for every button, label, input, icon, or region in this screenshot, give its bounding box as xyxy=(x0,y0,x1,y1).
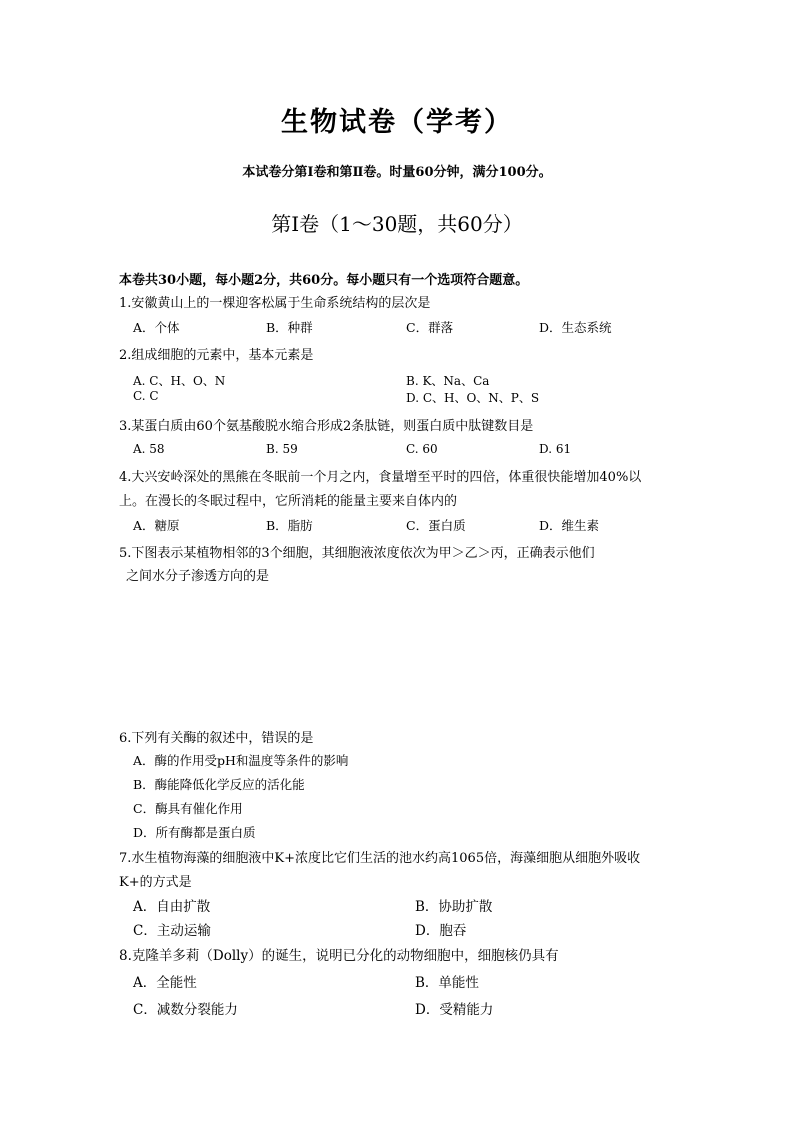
section-heading: 第Ⅰ卷（1～30题，共60分） xyxy=(271,212,523,236)
q3-option-b: B. 59 xyxy=(266,442,298,456)
question-5-stem-line-1: 5.下图表示某植物相邻的3个细胞，其细胞液浓度依次为甲＞乙＞丙，正确表示他们 xyxy=(119,546,595,561)
q7-option-d: D．胞吞 xyxy=(415,923,467,939)
q8-option-c: C．减数分裂能力 xyxy=(133,1002,238,1018)
question-2-stem: 2.组成细胞的元素中，基本元素是 xyxy=(119,348,314,363)
exam-note: 本试卷分第Ⅰ卷和第Ⅱ卷。时量60分钟，满分100分。 xyxy=(242,165,552,180)
q1-option-c: C．群落 xyxy=(406,320,454,335)
question-7-stem-line-2: K+的方式是 xyxy=(119,875,192,890)
q1-option-d: D．生态系统 xyxy=(539,320,612,335)
question-8-stem: 8.克隆羊多莉（Dolly）的诞生，说明已分化的动物细胞中，细胞核仍具有 xyxy=(119,948,559,964)
q6-option-c: C．酶具有催化作用 xyxy=(133,801,243,816)
q2-option-a: A. C、H、O、N xyxy=(133,374,226,388)
question-3-stem: 3.某蛋白质由60个氨基酸脱水缩合形成2条肽链，则蛋白质中肽键数目是 xyxy=(119,419,534,434)
question-1-stem: 1.安徽黄山上的一棵迎客松属于生命系统结构的层次是 xyxy=(119,296,431,311)
q7-option-b: B．协助扩散 xyxy=(415,899,493,915)
q6-option-b: B．酶能降低化学反应的活化能 xyxy=(133,777,305,792)
q4-option-b: B．脂肪 xyxy=(266,518,313,533)
q3-option-c: C. 60 xyxy=(406,442,438,456)
section-instruction: 本卷共30小题，每小题2分，共60分。每小题只有一个选项符合题意。 xyxy=(119,273,529,288)
q8-option-d: D．受精能力 xyxy=(415,1002,494,1018)
question-4-stem-line-2: 上。在漫长的冬眠过程中，它所消耗的能量主要来自体内的 xyxy=(119,494,458,509)
q3-option-d: D. 61 xyxy=(539,442,572,456)
q1-option-b: B．种群 xyxy=(266,320,313,335)
page-title: 生物试卷（学考） xyxy=(281,107,513,138)
q3-option-a: A. 58 xyxy=(133,442,165,456)
q8-option-b: B．单能性 xyxy=(415,975,479,991)
question-4-stem-line-1: 4.大兴安岭深处的黑熊在冬眠前一个月之内，食量增至平时的四倍，体重很快能增加40%以 xyxy=(119,470,642,485)
q8-option-a: A．全能性 xyxy=(133,975,197,991)
question-6-stem: 6.下列有关酶的叙述中，错误的是 xyxy=(119,731,314,746)
question-5-stem-line-2: 之间水分子渗透方向的是 xyxy=(126,569,270,584)
q7-option-a: A．自由扩散 xyxy=(133,899,211,915)
q4-option-a: A．糖原 xyxy=(133,518,180,533)
q6-option-d: D．所有酶都是蛋白质 xyxy=(133,825,256,840)
q1-option-a: A．个体 xyxy=(133,320,180,335)
q2-option-b: B. K、Na、Ca xyxy=(406,374,490,388)
q2-option-c: C. C xyxy=(133,389,159,403)
q4-option-c: C．蛋白质 xyxy=(406,518,466,533)
q4-option-d: D．维生素 xyxy=(539,518,600,533)
q2-option-d: D. C、H、O、N、P、S xyxy=(406,391,540,405)
q6-option-a: A．酶的作用受pH和温度等条件的影响 xyxy=(133,753,349,768)
question-7-stem-line-1: 7.水生植物海藻的细胞液中K+浓度比它们生活的池水约高1065倍，海藻细胞从细胞外吸收 xyxy=(119,851,641,866)
q7-option-c: C．主动运输 xyxy=(133,923,211,939)
